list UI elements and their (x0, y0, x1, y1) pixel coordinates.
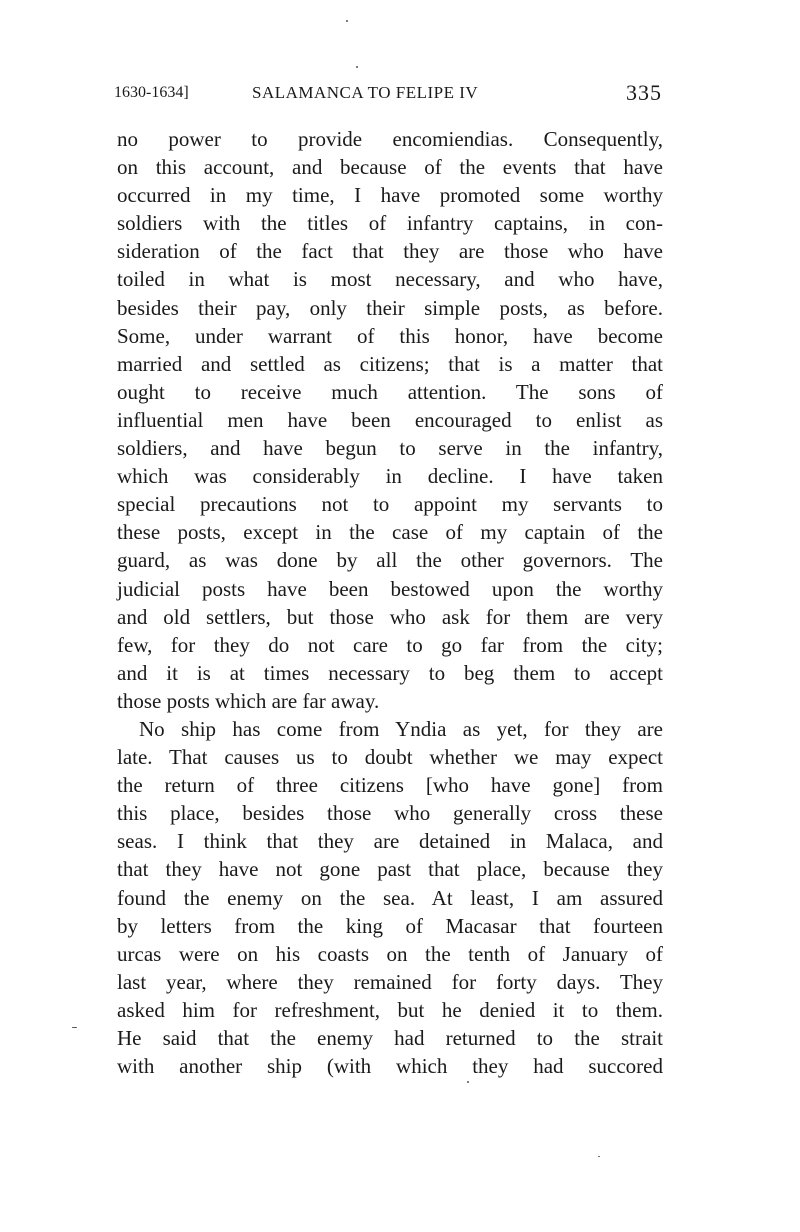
text-line: no power to provide encomiendias. Consequently, (117, 127, 663, 151)
text-line: He said that the enemy had returned to the strait (117, 1026, 663, 1050)
header-date-range: 1630-1634] (114, 84, 189, 101)
scan-speck (598, 1156, 600, 1157)
text-line: the return of three citizens [who have gone] from (117, 773, 663, 798)
scan-speck (356, 66, 358, 68)
text-line: that they have not gone past that place, because they (117, 857, 663, 882)
scan-speck (72, 1027, 77, 1028)
text-line: urcas were on his coasts on the tenth of January of (117, 941, 663, 966)
text-line: last year, where they remained for forty days. They (117, 969, 663, 994)
scan-speck (467, 1081, 469, 1083)
text-line: and old settlers, but those who ask for them are very (117, 604, 663, 629)
page-number: 335 (626, 80, 662, 105)
text-line: sideration of the fact that they are those who have (117, 239, 663, 264)
text-line: asked him for refreshment, but he denied it to them. (117, 997, 663, 1022)
text-line: besides their pay, only their simple posts, as before. (117, 295, 663, 320)
text-line: occurred in my time, I have promoted some worthy (117, 183, 663, 208)
text-line: soldiers, and have begun to serve in the infantry, (117, 436, 663, 461)
text-line: soldiers with the titles of infantry captains, in con- (117, 211, 663, 236)
text-line: special precautions not to appoint my servants to (117, 492, 663, 517)
text-line: guard, as was done by all the other governors. The (117, 548, 663, 573)
text-line: these posts, except in the case of my captain of the (117, 520, 663, 545)
text-line: with another ship (with which they had succored (117, 1054, 663, 1079)
text-line: this place, besides those who generally cross these (117, 801, 663, 826)
paragraph-end-line: those posts which are far away. (117, 688, 380, 713)
text-line: by letters from the king of Macasar that fourteen (117, 913, 663, 938)
paragraph-start-line: No ship has come from Yndia as yet, for they are (139, 716, 663, 741)
text-line: ought to receive much attention. The sons of (117, 379, 663, 404)
text-line: toiled in what is most necessary, and who have, (117, 267, 663, 292)
text-line: on this account, and because of the events that have (117, 155, 663, 180)
text-line: few, for they do not care to go far from the city; (117, 632, 663, 657)
header-running-title: SALAMANCA TO FELIPE IV (252, 83, 479, 102)
scan-speck (346, 20, 348, 22)
text-line: influential men have been encouraged to enlist as (117, 407, 663, 432)
text-line: Some, under warrant of this honor, have become (117, 323, 663, 348)
text-line: judicial posts have been bestowed upon the worthy (117, 576, 663, 601)
text-line: and it is at times necessary to beg them to accept (117, 660, 663, 685)
text-line: late. That causes us to doubt whether we may expect (117, 745, 663, 770)
text-line: married and settled as citizens; that is a matter that (117, 351, 663, 376)
text-line: found the enemy on the sea. At least, I am assured (117, 885, 663, 910)
text-line: which was considerably in decline. I have taken (117, 464, 663, 489)
running-header (114, 80, 662, 108)
body-text (117, 125, 663, 1080)
text-line: seas. I think that they are detained in Malaca, and (117, 829, 663, 854)
